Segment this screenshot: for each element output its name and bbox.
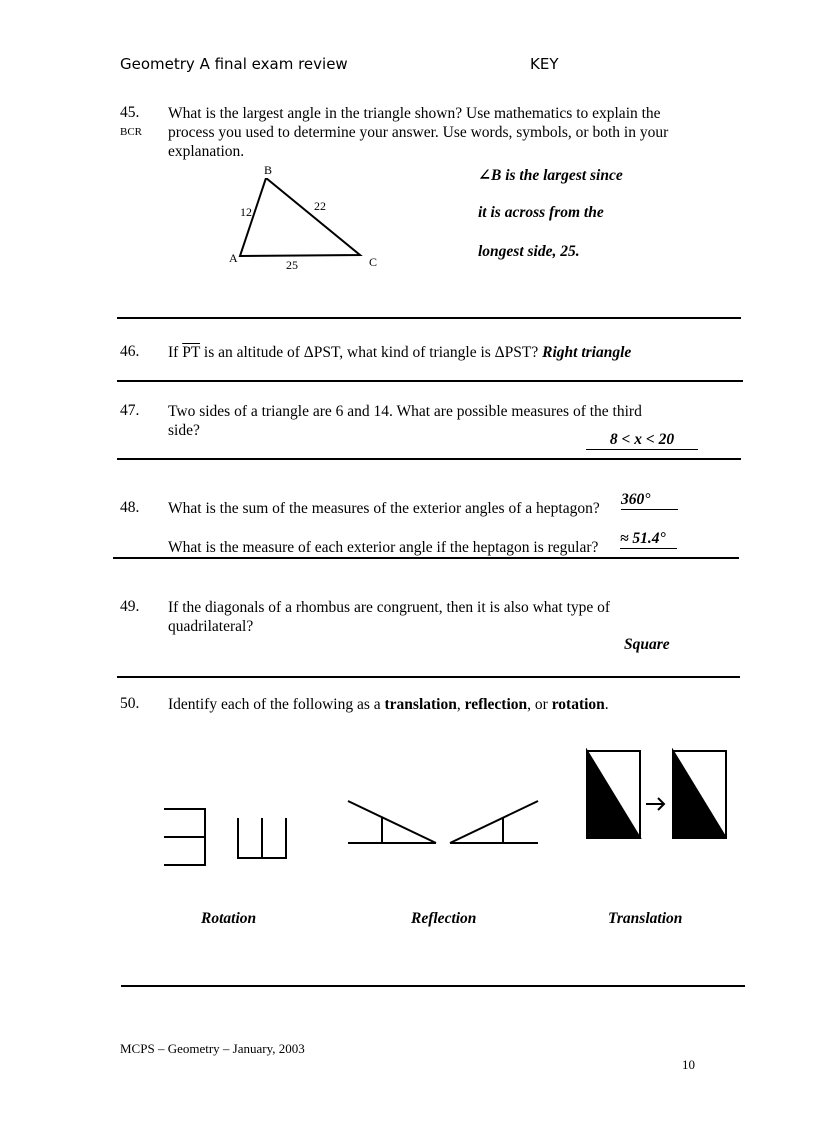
- q45-answer-line2: it is across from the: [478, 204, 604, 221]
- q46-answer: Right triangle: [542, 344, 632, 361]
- q46-post: is an altitude of ΔPST, what kind of triangle is ΔPST?: [203, 344, 539, 361]
- q49-line1: If the diagonals of a rhombus are congruent, then it is also what type of: [168, 599, 611, 616]
- q45-line3: explanation.: [168, 143, 245, 160]
- q48-answer2: ≈ 51.4°: [620, 530, 677, 549]
- reflection-left-slope: [348, 801, 436, 843]
- vertex-a-label: A: [229, 251, 238, 265]
- q45-line2: process you used to determine your answer. Use words, symbols, or both in your: [168, 124, 669, 141]
- q47-number: 47.: [120, 402, 140, 419]
- q45-number: 45.: [120, 104, 140, 121]
- q47-line2: side?: [168, 422, 200, 439]
- side-ab-label: 12: [240, 205, 252, 219]
- q50-answer-translation: Translation: [608, 910, 683, 927]
- q50-answer-reflection: Reflection: [411, 910, 477, 927]
- q45-answer-line1: ∠B is the largest since: [478, 167, 623, 184]
- q48-line1: What is the sum of the measures of the exterior angles of a heptagon?: [168, 500, 600, 517]
- q45-answer-line3: longest side, 25.: [478, 243, 580, 260]
- header-key: KEY: [530, 55, 559, 73]
- divider-45: [117, 317, 741, 319]
- q46-text: [168, 343, 631, 362]
- side-bc-label: 22: [314, 199, 326, 213]
- side-ac-label: 25: [286, 258, 298, 272]
- reflection-figure: [344, 798, 544, 848]
- rotation-figure: [160, 800, 295, 868]
- vertex-c-label: C: [369, 255, 378, 269]
- q50-end: .: [604, 696, 609, 713]
- divider-48: [113, 557, 739, 559]
- q50-word-rotation: rotation: [551, 696, 605, 713]
- divider-47: [117, 458, 741, 460]
- vertex-b-label: B: [264, 163, 273, 177]
- q48-line2: What is the measure of each exterior angle if the heptagon is regular?: [168, 539, 599, 556]
- triangle-shape: [240, 178, 360, 256]
- reflection-right-slope: [450, 801, 538, 843]
- q50-word-translation: translation: [384, 696, 457, 713]
- q45-tag: BCR: [120, 126, 143, 138]
- q47-answer: 8 < x < 20: [586, 431, 698, 450]
- q50-word-reflection: reflection: [464, 696, 528, 713]
- q50-answer-rotation: Rotation: [201, 910, 257, 927]
- q46-segment: $\overline{PT}$: [182, 344, 201, 361]
- q50-pre: Identify each of the following as a: [168, 696, 381, 713]
- q50-sep2: , or: [527, 696, 548, 713]
- q50-sep1: ,: [456, 696, 461, 713]
- q48-number: 48.: [120, 499, 140, 516]
- q45-triangle: [236, 178, 366, 260]
- q45-line1: What is the largest angle in the triangle shown? Use mathematics to explain the: [168, 105, 661, 122]
- divider-46: [117, 380, 743, 382]
- q50-number: 50.: [120, 695, 140, 712]
- q49-line2: quadrilateral?: [168, 618, 254, 635]
- q47-line1: Two sides of a triangle are 6 and 14. What are possible measures of the third: [168, 403, 642, 420]
- page-number: 10: [682, 1057, 695, 1072]
- q49-answer: Square: [624, 636, 670, 653]
- footer-source: MCPS – Geometry – January, 2003: [120, 1041, 305, 1056]
- q49-number: 49.: [120, 598, 140, 615]
- q48-answer1: 360°: [621, 491, 678, 510]
- q46-pre: If: [168, 344, 179, 361]
- divider-49: [117, 676, 740, 678]
- q50-text: [168, 695, 609, 714]
- translation-figure: [582, 748, 727, 842]
- header-title: Geometry A final exam review: [120, 55, 348, 73]
- q46-number: 46.: [120, 343, 140, 360]
- divider-50: [121, 985, 745, 987]
